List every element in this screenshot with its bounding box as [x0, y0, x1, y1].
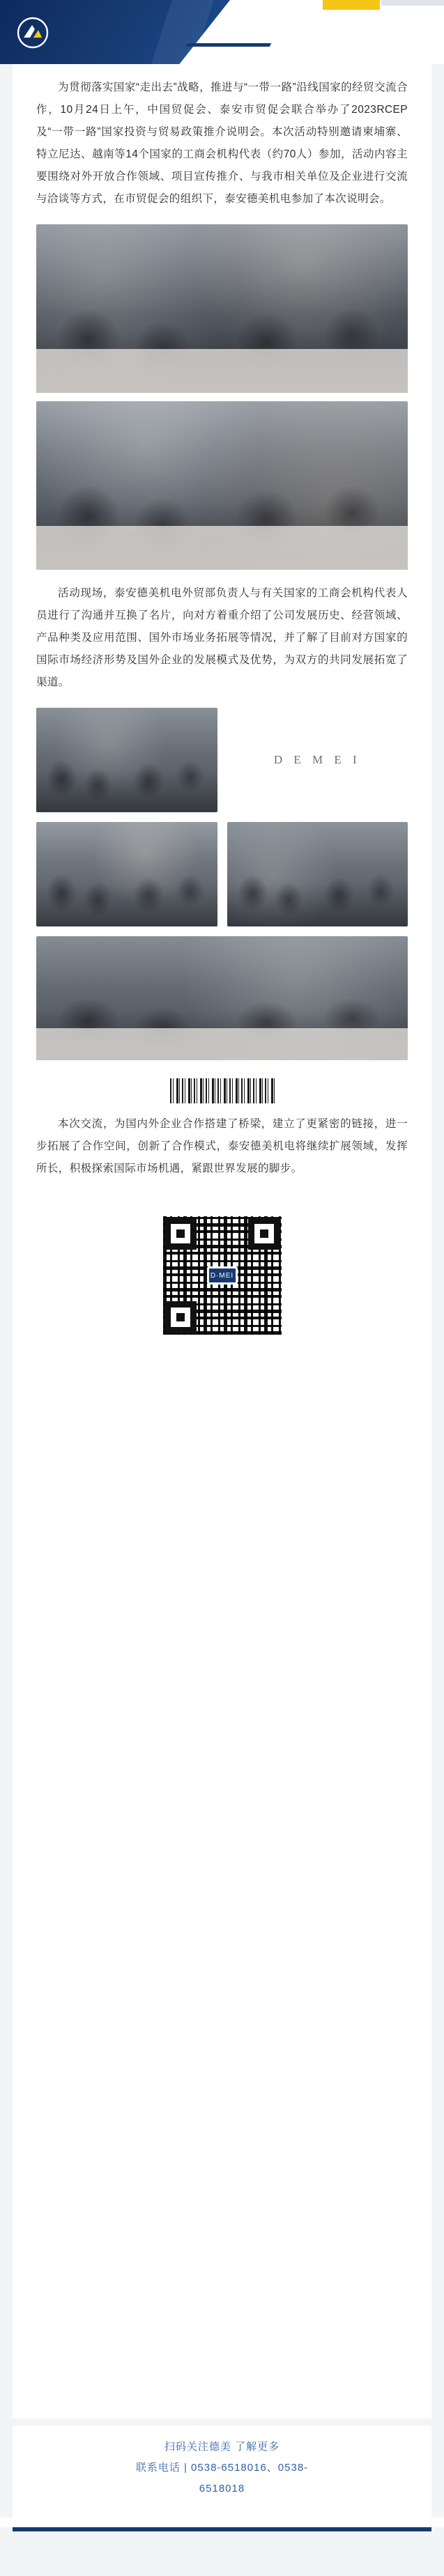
page-header — [0, 0, 444, 64]
footer-accent-bar — [13, 2527, 431, 2531]
photo-1-caption — [184, 303, 261, 314]
qr-area — [13, 1184, 431, 1346]
photo-4-caption — [112, 869, 142, 880]
photo-table-overlay — [36, 349, 408, 393]
footer-phone-text-2: 6518018 — [199, 2483, 245, 2494]
footer-spacer — [0, 2517, 444, 2527]
paragraph-3: 本次交流，为国内外企业合作搭建了桥梁，建立了更紧密的链接，进一步拓展了合作空间，创新了合作模式，泰安德美机电将继续扩展领域，发挥所长，积极探索国际市场机遇，紧跟世界发展的脚步。 — [36, 1118, 408, 1174]
photo-exhibition-booth — [36, 708, 217, 812]
photo-group-discussion — [36, 822, 217, 926]
photo-6-caption — [199, 993, 245, 1004]
qr-finder-bottom-left — [164, 1301, 197, 1333]
footer-follow-text: 扫码关注德美 了解更多 — [164, 2441, 280, 2453]
qr-finder-top-right — [248, 1218, 280, 1250]
brand-watermark — [227, 708, 408, 812]
qr-finder-top-left — [164, 1218, 197, 1250]
header-yellow-block — [323, 0, 380, 10]
photo-wide-venue — [36, 936, 408, 1060]
qr-center-logo: D·MEI — [207, 1266, 238, 1285]
paragraph-2: 活动现场，泰安德美机电外贸部负责人与有关国家的工商会机构代表人员进行了沟通并互换了名片，向对方着重介绍了公司发展历史、经营领域、产品种类及应用范围、国外市场业务拓展等情况，并了解了目前对方国家的国际市场经济形势及国外企业的发展模式及优势，为双方的共同发展拓宽了渠道。 — [36, 587, 408, 688]
brand-watermark-text: D E M E I — [273, 753, 361, 766]
photo-negotiation-table — [36, 401, 408, 570]
photo-table-overlay — [36, 526, 408, 570]
wechat-qr-code[interactable] — [159, 1212, 286, 1339]
paragraph-1: 为贯彻落实国家“走出去”战略，推进与“一带一路”沿线国家的经贸交流合作，10月24日上午，中国贸促会、泰安市贸促会联合举办了2023RCEP及“一带一路”国家投资与贸易政策推介说明会。本次活动特别邀请柬埔寨、特立尼达、越南等14个国家的工商会机构代表（约70人）参加，活动内容主要围绕对外开放合作领域、项目宣传推介、与我市相关单位及企业进行交流与洽谈等方式，在市贸促会的组织下，泰安德美机电参加了本次说明会。 — [36, 82, 408, 205]
barcode-decoration — [170, 1078, 275, 1103]
photo-3-caption — [112, 754, 142, 766]
photo-5-caption — [302, 869, 332, 880]
photo-2-caption — [192, 480, 253, 491]
photo-meeting-registration — [36, 224, 408, 393]
photo-block-2 — [13, 698, 431, 926]
article-card — [13, 64, 431, 2419]
photo-table-overlay — [36, 1028, 408, 1060]
photo-business-cards — [227, 822, 408, 926]
page-footer — [13, 2426, 431, 2517]
photo-block-1 — [13, 215, 431, 570]
header-blue-stripe — [186, 43, 272, 47]
footer-phone-text: 联系电话 | 0538-6518016、0538- — [135, 2462, 309, 2474]
demei-logo-icon — [17, 17, 49, 49]
photo-block-3 — [13, 926, 431, 1060]
header-gray-block — [381, 0, 444, 6]
